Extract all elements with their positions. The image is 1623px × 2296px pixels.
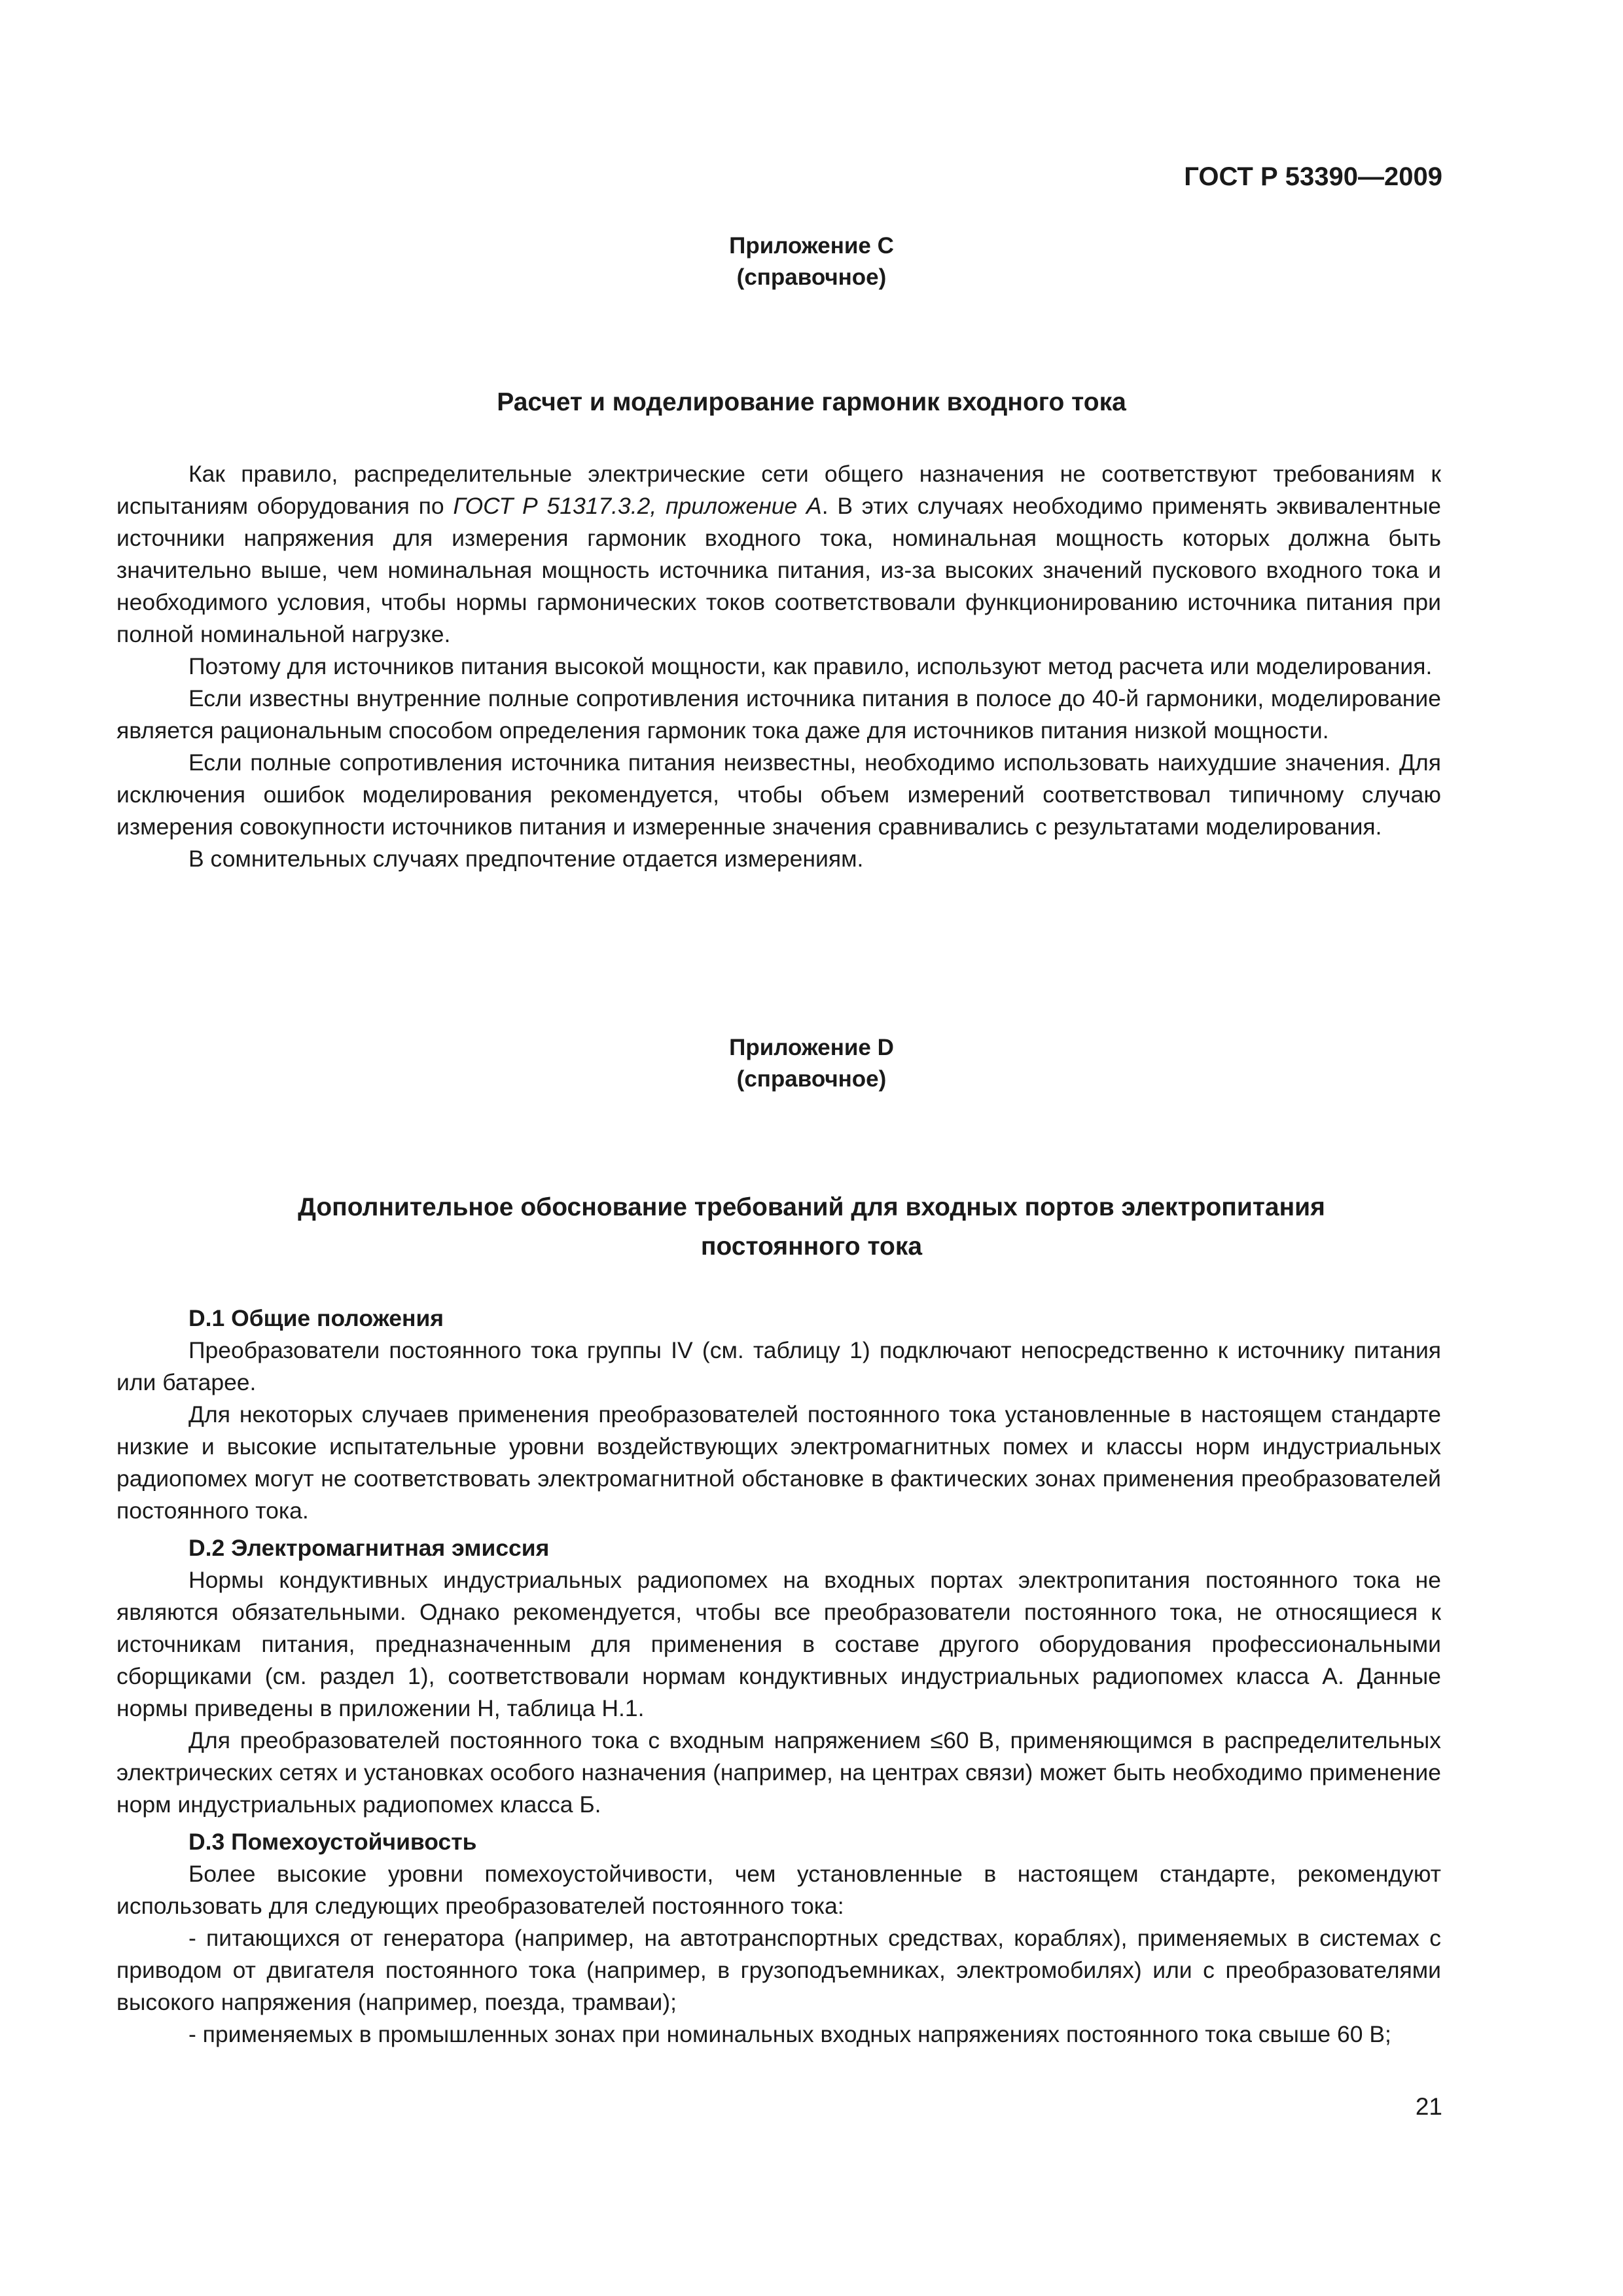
document-number: ГОСТ Р 53390—2009 [1184, 162, 1442, 191]
appendix-c-body [116, 458, 1441, 875]
appendix-c-label: Приложение С [729, 233, 894, 259]
paragraph: В сомнительных случаях предпочтение отдается измерениям. [188, 846, 864, 872]
appendix-c-title: Расчет и моделирование гармоник входного тока [497, 388, 1126, 416]
paragraph-text: Как правило, распределительные электрические сети общего назначения не соответствуют требованиям к испытаниям оборудования по [116, 461, 1441, 519]
appendix-d-body [116, 1302, 1441, 2051]
list-item: - применяемых в промышленных зонах при номинальных входных напряжениях постоянного тока свыше 60 В; [188, 2021, 1391, 2047]
list-item: - питающихся от генератора (например, на автотранспортных средствах, кораблях), применяемых в системах с приводом от двигателя постоянного тока (например, в грузоподъемниках, электромобилях) или с преобразователями высокого напряжения (например, поезда, трамваи); [116, 1925, 1441, 2015]
paragraph: Более высокие уровни помехоустойчивости, чем установленные в настоящем стандарте, рекомендуют использовать для следующих преобразователей постоянного тока: [116, 1861, 1441, 1919]
paragraph: Преобразователи постоянного тока группы IV (см. таблицу 1) подключают непосредственно к источнику питания или батарее. [116, 1337, 1441, 1395]
paragraph-text: . В этих случаях необходимо применять эквивалентные источники напряжения для измерения гармоник входного тока, номинальная мощность которых должна быть значительно выше, чем номинальная мощность источника питания, из-за высоких значений пускового входного тока и необходимого условия, чтобы нормы гармонических токов соответствовали функционированию источника питания при полной номинальной нагрузке. [116, 493, 1441, 647]
appendix-d-label: Приложение D [729, 1035, 894, 1060]
paragraph: Если известны внутренние полные сопротивления источника питания в полосе до 40-й гармоники, моделирование является рациональным способом определения гармоник тока даже для источников питания низкой мощности. [116, 685, 1441, 744]
paragraph: Для некоторых случаев применения преобразователей постоянного тока установленные в настоящем стандарте низкие и высокие испытательные уровни воздействующих электромагнитных помех и классы норм индустриальных радиопомех могут не соответствовать электромагнитной обстановке в фактических зонах применения преобразователей постоянного тока. [116, 1401, 1441, 1524]
section-heading-d2: D.2 Электромагнитная эмиссия [188, 1535, 550, 1561]
page-number: 21 [1415, 2093, 1442, 2120]
appendix-c-kind: (справочное) [736, 264, 887, 290]
section-heading-d1: D.1 Общие положения [188, 1305, 444, 1331]
appendix-d-title [0, 1188, 1623, 1266]
paragraph: Нормы кондуктивных индустриальных радиопомех на входных портах электропитания постоянного тока не являются обязательными. Однако рекомендуется, чтобы все преобразователи постоянного тока, не относящиеся к источникам питания, предназначенным для применения в составе другого оборудования профессиональными сборщиками (см. раздел 1), соответствовали нормам кондуктивных индустриальных радиопомех класса А. Данные нормы приведены в приложении Н, таблица Н.1. [116, 1567, 1441, 1721]
appendix-d-kind: (справочное) [736, 1066, 887, 1092]
standard-reference: ГОСТ Р 51317.3.2, приложение А [453, 493, 822, 519]
appendix-d-label-block [0, 1032, 1623, 1095]
appendix-d-title-line: постоянного тока [700, 1232, 923, 1261]
paragraph [116, 458, 1441, 651]
appendix-c-label-block [0, 230, 1623, 293]
paragraph: Для преобразователей постоянного тока с входным напряжением ≤60 В, применяющимся в распределительных электрических сетях и установках особого назначения (например, на центрах связи) может быть необходимо применение норм индустриальных радиопомех класса Б. [116, 1727, 1441, 1818]
appendix-d-title-line: Дополнительное обоснование требований для входных портов электропитания [298, 1193, 1325, 1221]
paragraph: Поэтому для источников питания высокой мощности, как правило, используют метод расчета или моделирования. [188, 653, 1433, 679]
paragraph: Если полные сопротивления источника питания неизвестны, необходимо использовать наихудшие значения. Для исключения ошибок моделирования рекомендуется, чтобы объем измерений соответствовал типичному случаю измерения совокупности источников питания и измеренные значения сравнивались с результатами моделирования. [116, 749, 1441, 840]
section-heading-d3: D.3 Помехоустойчивость [188, 1829, 477, 1855]
